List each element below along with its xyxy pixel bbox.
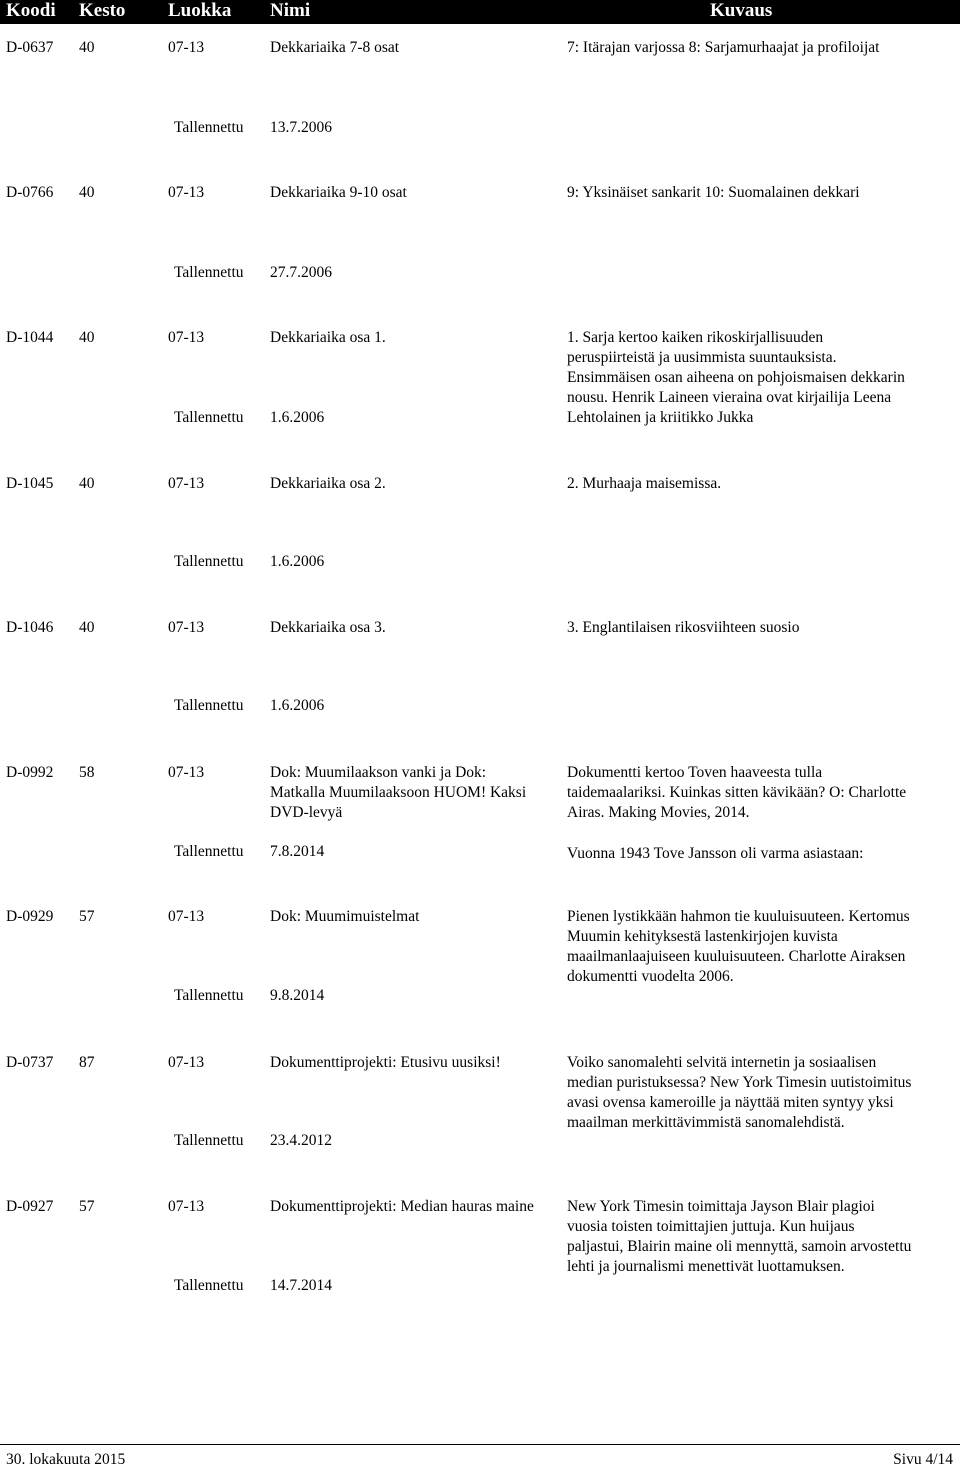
footer-page-number: Sivu 4/14 (893, 1451, 953, 1468)
record-code: D-1045 (6, 475, 54, 492)
record-class: 07-13 (168, 475, 205, 492)
record-duration: 40 (79, 475, 95, 492)
header-kesto: Kesto (79, 0, 126, 21)
record-description: 1. Sarja kertoo kaiken rikoskirjallisuuden peruspiirteistä ja uusimmista suuntauksista. Ensimmäisen osan aiheena on pohjoismaisen dekkarin nousu. Henrik Laineen vieraina ovat kirjailija Leena Lehtolainen ja kriitikko Jukka (567, 329, 905, 426)
record-name: Dok: Muumilaakson vanki ja Dok: Matkalla Muumilaaksoon HUOM! Kaksi DVD-levyä (270, 764, 527, 821)
saved-label: Tallennettu (174, 553, 244, 570)
record-name: Dok: Muumimuistelmat (270, 908, 420, 925)
table-header (0, 0, 960, 24)
record-code: D-0637 (6, 39, 54, 56)
record-class: 07-13 (168, 329, 205, 346)
record-code: D-0737 (6, 1054, 54, 1071)
saved-label: Tallennettu (174, 697, 244, 714)
footer-divider (0, 1444, 960, 1445)
record-code: D-1046 (6, 619, 54, 636)
saved-date: 13.7.2006 (270, 119, 332, 136)
record-code: D-0992 (6, 764, 54, 781)
record-duration: 57 (79, 908, 95, 925)
record-name: Dokumenttiprojekti: Median hauras maine (270, 1198, 534, 1215)
saved-date: 27.7.2006 (270, 264, 332, 281)
record-duration: 40 (79, 619, 95, 636)
saved-date: 1.6.2006 (270, 697, 325, 714)
record-code: D-0927 (6, 1198, 54, 1215)
footer-date: 30. lokakuuta 2015 (6, 1451, 126, 1468)
record-description: 3. Englantilaisen rikosviihteen suosio (567, 619, 800, 636)
record-description: 7: Itärajan varjossa 8: Sarjamurhaajat ja profiloijat (567, 39, 880, 56)
record-description-extra: Vuonna 1943 Tove Jansson oli varma asiastaan: (567, 845, 864, 862)
record-code: D-1044 (6, 329, 54, 346)
record-code: D-0766 (6, 184, 54, 201)
saved-label: Tallennettu (174, 987, 244, 1004)
saved-date: 1.6.2006 (270, 409, 325, 426)
record-duration: 40 (79, 329, 95, 346)
record-description: Dokumentti kertoo Toven haaveesta tulla taidemaalariksi. Kuinkas sitten kävikään? O: Charlotte Airas. Making Movies, 2014. (567, 764, 907, 821)
saved-date: 14.7.2014 (270, 1277, 332, 1294)
record-duration: 40 (79, 39, 95, 56)
record-name: Dekkariaika 7-8 osat (270, 39, 400, 56)
record-class: 07-13 (168, 619, 205, 636)
record-class: 07-13 (168, 1054, 205, 1071)
record-class: 07-13 (168, 184, 205, 201)
record-name: Dekkariaika osa 2. (270, 475, 386, 492)
record-description: 9: Yksinäiset sankarit 10: Suomalainen dekkari (567, 184, 860, 201)
record-class: 07-13 (168, 39, 205, 56)
record-description: Voiko sanomalehti selvitä internetin ja sosiaalisen median puristuksessa? New York Timesin uutistoimitus avasi ovensa kameroille ja näyttää miten syntyy yksi maailman merkittävimmistä sanomalehdistä. (567, 1054, 912, 1131)
record-class: 07-13 (168, 764, 205, 781)
saved-label: Tallennettu (174, 264, 244, 281)
saved-date: 1.6.2006 (270, 553, 325, 570)
saved-label: Tallennettu (174, 409, 244, 426)
record-duration: 40 (79, 184, 95, 201)
record-description: New York Timesin toimittaja Jayson Blair plagioi vuosia toisten toimittajien juttuja. Kun huijaus paljastui, Blairin maine oli mennyttä, samoin arvostettu lehti ja journalismi menettivät luottamuksen. (567, 1198, 912, 1275)
record-duration: 87 (79, 1054, 95, 1071)
saved-date: 23.4.2012 (270, 1132, 332, 1149)
record-duration: 57 (79, 1198, 95, 1215)
saved-date: 9.8.2014 (270, 987, 325, 1004)
record-description: Pienen lystikkään hahmon tie kuuluisuuteen. Kertomus Muumin kehityksestä lastenkirjojen kuvista maailmanlaajuiseen kuuluisuuteen. Charlotte Airaksen dokumentti vuodelta 2006. (567, 908, 910, 985)
record-class: 07-13 (168, 908, 205, 925)
header-kuvaus: Kuvaus (710, 0, 773, 21)
record-duration: 58 (79, 764, 95, 781)
saved-label: Tallennettu (174, 1132, 244, 1149)
saved-label: Tallennettu (174, 843, 244, 860)
record-description: 2. Murhaaja maisemissa. (567, 475, 722, 492)
record-code: D-0929 (6, 908, 54, 925)
header-nimi: Nimi (270, 0, 311, 21)
record-name: Dekkariaika 9-10 osat (270, 184, 407, 201)
saved-label: Tallennettu (174, 119, 244, 136)
record-class: 07-13 (168, 1198, 205, 1215)
header-koodi: Koodi (6, 0, 56, 21)
record-name: Dokumenttiprojekti: Etusivu uusiksi! (270, 1054, 501, 1071)
saved-label: Tallennettu (174, 1277, 244, 1294)
header-luokka: Luokka (168, 0, 232, 21)
record-name: Dekkariaika osa 1. (270, 329, 386, 346)
record-name: Dekkariaika osa 3. (270, 619, 386, 636)
saved-date: 7.8.2014 (270, 843, 325, 860)
